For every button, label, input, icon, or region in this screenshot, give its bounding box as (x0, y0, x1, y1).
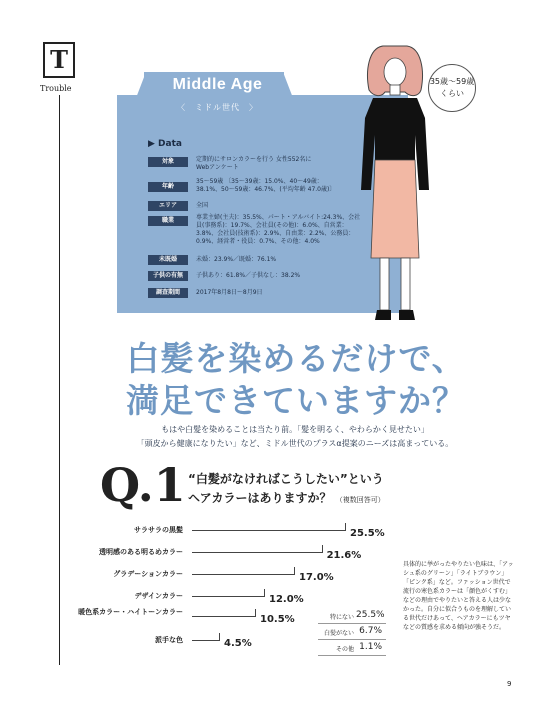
bar (192, 530, 345, 531)
data-label-period: 調査期間 (148, 288, 188, 298)
question-line-1: “白髪がなければこうしたい”という (188, 472, 384, 486)
bar-end-tick (294, 567, 295, 575)
data-value-area: 全国 (196, 202, 209, 209)
bar-value-label: 17.0% (299, 572, 334, 583)
headline-line-2: 満足できていますか？ (126, 381, 466, 420)
bar (192, 596, 264, 597)
bar-label: 派手な色 (155, 636, 183, 644)
side-rule (59, 95, 60, 665)
page-number: 9 (507, 680, 512, 688)
woman-illustration (355, 40, 435, 330)
summary-divider (318, 623, 386, 624)
headline (96, 338, 496, 422)
summary-label: その他 (335, 646, 354, 653)
bar-value-label: 21.6% (326, 550, 362, 561)
bar-value-label: 25.5% (350, 528, 385, 539)
bar-value-label: 10.5% (260, 614, 295, 625)
data-value-job: 専業主婦(主夫)：35.5%、パート・アルバイト:24.3%、会社員(事務系)：19.7%、会社員(その他)：6.0%、自営業：3.8%、会社員(技術系)：2.9%、自由業：2.2%、公務員：0.9%、経営者・役員：0.7%、その他：4.0% (196, 214, 361, 245)
summary-value: 6.7% (359, 626, 382, 636)
summary-divider (318, 655, 386, 656)
lead-line-1: もはや白髪を染めることは当たり前。「髪を明るく、やわらかく見せたい」 (161, 425, 429, 434)
question-text (188, 470, 385, 510)
bar (192, 640, 219, 641)
summary-divider (318, 639, 386, 640)
bar-label: 透明感のある明るめカラー (99, 548, 183, 556)
bar-label: デザインカラー (134, 592, 183, 600)
question-number: Q.1 (100, 458, 186, 512)
data-label-children: 子供の有無 (148, 271, 188, 281)
headline-line-1: 白髪を染めるだけで、 (126, 339, 466, 378)
age-range: 35歳〜59歳 (429, 77, 475, 86)
bar-end-tick (264, 589, 265, 597)
lead-text (80, 423, 510, 451)
bar-label: 暖色系カラー・ハイトーンカラー (78, 608, 183, 616)
data-label-married: 未既婚 (148, 255, 188, 265)
data-label-area: エリア (148, 201, 188, 211)
data-heading: ▶ Data (148, 139, 182, 149)
question-line-2: ヘアカラーはありますか？ （複数回答可） (188, 491, 385, 505)
summary-value: 1.1% (359, 642, 382, 652)
data-value-period: 2017年8月8日〜8月9日 (196, 289, 263, 296)
age-suffix: くらい (440, 89, 464, 98)
data-value-children: 子供あり：61.8%／子供なし：38.2% (196, 272, 301, 279)
bar-label: サラサラの黒髪 (134, 526, 183, 534)
data-value-target: 定期的にサロンカラーを行う 女性552名にWebアンケート (196, 156, 312, 171)
bar (192, 552, 322, 553)
bar-end-tick (219, 633, 220, 641)
section-subtitle: 〈 ミドル世代 〉 (177, 103, 258, 112)
summary-value: 25.5% (356, 610, 385, 620)
data-label-age: 年齢 (148, 182, 188, 192)
bar-value-label: 4.5% (224, 638, 252, 649)
bar-end-tick (345, 523, 346, 531)
side-note: 具体的に挙がったやりたい色味は、「アッシュ系のグリーン」「ライトブラウン」「ピンク系」など。ファッション世代で流行の寒色系カラーは「顔色がくすむ」などの理由でやりたいと答える人は少なかった。自分に似合うものを理解している世代だけあって、ヘアカラーにもツヤなどの質感を求める傾向が強そうだ。 (403, 561, 514, 631)
bar-end-tick (322, 545, 323, 553)
summary-label: 特にない (329, 614, 354, 621)
bar-label: グラデーションカラー (113, 570, 183, 578)
bar (192, 616, 255, 617)
age-bubble (428, 64, 476, 112)
bar (192, 574, 294, 575)
bar-end-tick (255, 609, 256, 617)
trouble-badge: T (43, 42, 75, 78)
section-title: Middle Age (172, 76, 263, 93)
data-label-target: 対象 (148, 157, 188, 167)
question-note: （複数回答可） (335, 496, 385, 504)
data-value-married: 未婚：23.9%／既婚：76.1% (196, 256, 277, 263)
data-label-job: 職業 (148, 216, 188, 226)
bar-value-label: 12.0% (269, 594, 304, 605)
data-value-age: 35〜59歳 〔35〜39歳：15.0%、40〜49歳：38.1%、50〜59歳：46.7%、(平均年齢 47.0歳)〕 (196, 178, 336, 193)
lead-line-2: 「頭皮から健康になりたい」など、ミドル世代のプラスα提案のニーズは高まっている。 (136, 439, 454, 448)
summary-label: 白髪がない (323, 630, 354, 637)
trouble-label: Trouble (40, 84, 72, 93)
